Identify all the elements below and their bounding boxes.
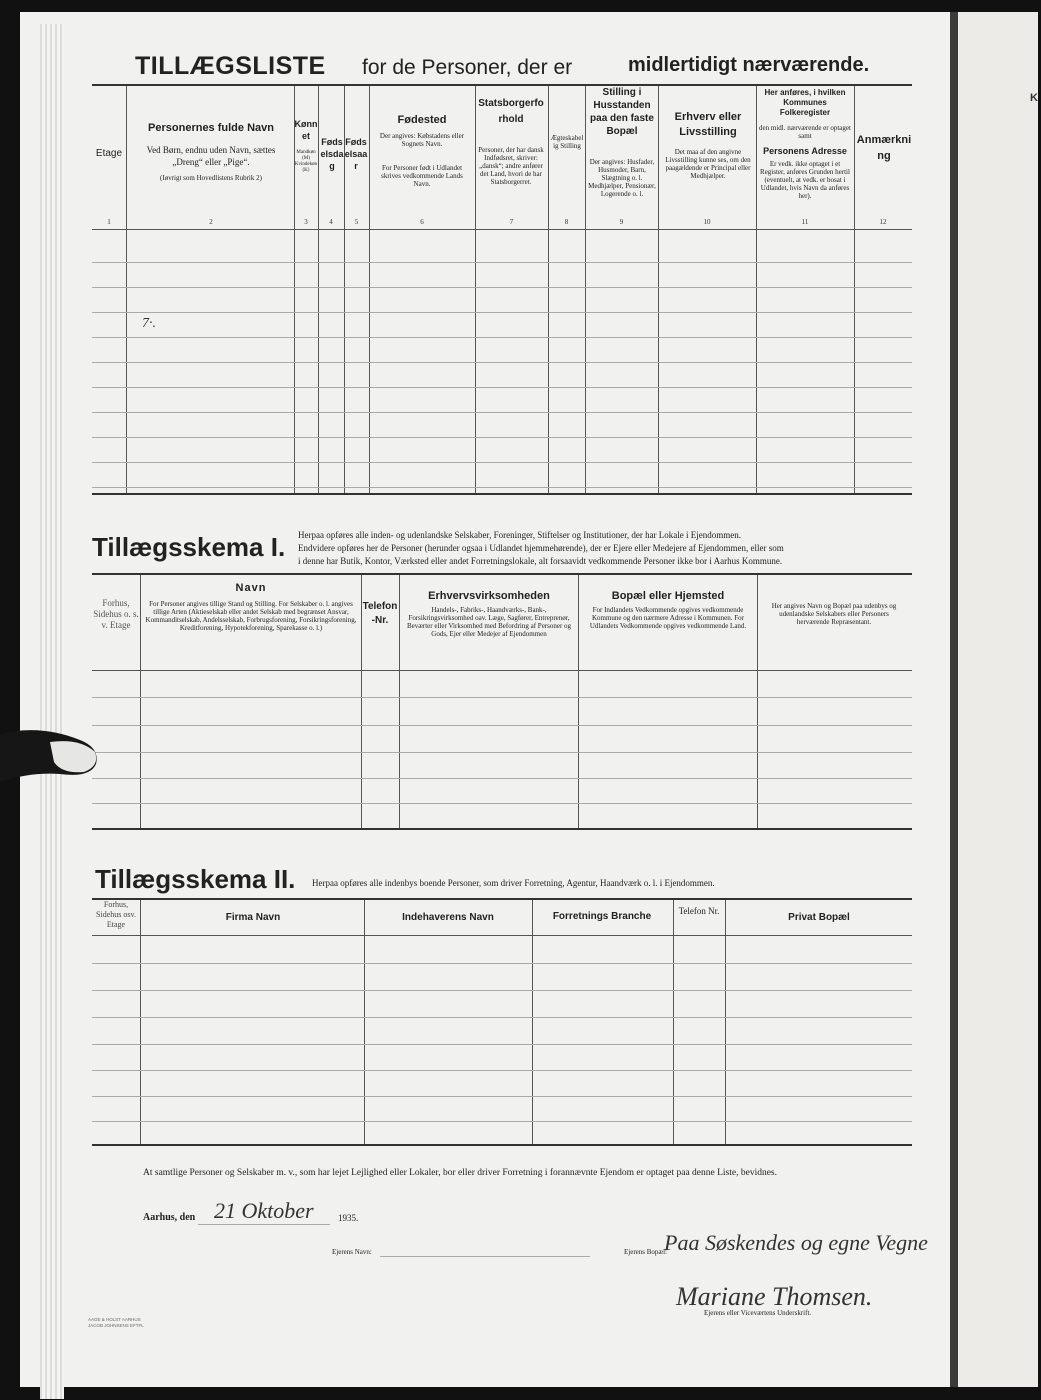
main-table-bottom bbox=[92, 493, 912, 495]
col-etage-head: Etage bbox=[95, 148, 123, 159]
main-row-line bbox=[92, 287, 912, 288]
schema1-row-line bbox=[92, 725, 912, 726]
year: 1935. bbox=[338, 1213, 359, 1223]
owner-name-label: Ejerens Navn: bbox=[332, 1248, 372, 1256]
s1-col-erhverv: Erhvervsvirksomheden bbox=[428, 590, 550, 602]
schema1-vline bbox=[140, 575, 141, 828]
col-num-12: 12 bbox=[879, 218, 887, 226]
col-adresse-note: Er vedk. ikke optaget i et Register, anføres Grunden hertil (eventuelt, at vedk. er bosat i Udlandet, hvis Navn da anføres her). bbox=[760, 160, 850, 200]
certification-text: At samtlige Personer og Selskaber m. v., som har lejet Lejlighed eller Lokaler, bor eller driver Forretning i forannævnte Ejendom er optaget paa denne Liste, bevidnes. bbox=[143, 1168, 777, 1178]
main-vline bbox=[756, 86, 757, 493]
main-title: TILLÆGSLISTE bbox=[135, 52, 326, 80]
schema1-vline bbox=[399, 575, 400, 828]
s2-col-indehaver: Indehaverens Navn bbox=[402, 912, 494, 923]
main-title-mid: for de Personer, der er bbox=[362, 56, 573, 79]
col-kon-head: Kønnet bbox=[294, 119, 318, 141]
main-vline bbox=[548, 86, 549, 493]
schema1-desc-2: Endvidere opføres her de Personer (herunder ogsaa i Udlandet hjemmehørende), der er Ejere eller Medejere af Ejendommen, eller som bbox=[298, 543, 784, 553]
printer-mark: AAGE & HOLST AARHUS JACOB JOHNSENS EFTFL bbox=[88, 1317, 144, 1328]
signature-label: Ejerens eller Viceværtens Underskrift. bbox=[704, 1309, 812, 1317]
s2-col-firma: Firma Navn bbox=[225, 912, 281, 923]
col-num-5: 5 bbox=[354, 218, 359, 226]
schema2-desc: Herpaa opføres alle indenbys boende Personer, som driver Forretning, Agentur, Haandværk o. l. i Ejendommen. bbox=[312, 878, 715, 888]
col-fodested-note: For Personer født i Udlandet skrives vedkommende Lands Navn. bbox=[381, 164, 463, 188]
main-row-line bbox=[92, 362, 912, 363]
date-line bbox=[198, 1224, 330, 1225]
main-vline bbox=[475, 86, 476, 493]
col-folkereg-sub: den midl. nærværende er optaget samt bbox=[759, 124, 851, 140]
schema2-vline bbox=[532, 900, 533, 1144]
main-vline bbox=[318, 86, 319, 493]
col-fodselsdag-head: Fødselsdag bbox=[320, 137, 344, 171]
main-row-line bbox=[92, 462, 912, 463]
schema2-row-line bbox=[92, 1044, 912, 1045]
schema2-top bbox=[92, 898, 912, 900]
col-num-2: 2 bbox=[209, 218, 213, 226]
signature-handwritten: Mariane Thomsen. bbox=[676, 1282, 873, 1311]
schema2-title: Tillægsskema II. bbox=[95, 864, 296, 894]
s1-col-telefon: Telefon-Nr. bbox=[362, 601, 398, 626]
s1-col-navn-sub: For Personer angives tillige Stand og Stilling. For Selskaber o. l. angives tillige Arten (Aktieselskab eller andet Selskab med begrænset Ansvar, Kommanditselskab, Andelsselskab, Forbrugsforening, Forsikringsforening, Kreditforening, Hypotekforening, Sparekasse o. l.) bbox=[145, 600, 357, 632]
schema1-desc-1: Herpaa opføres alle inden- og udenlandske Selskaber, Foreninger, Stiftelser og Institutioner, der har Lokale i Ejendommen. bbox=[298, 530, 742, 540]
col-fodested-head: Fødested bbox=[397, 114, 447, 126]
schema2-vline bbox=[725, 900, 726, 1144]
col-name-sub: Ved Børn, endnu uden Navn, sættes „Dreng“ eller „Pige“. bbox=[146, 145, 276, 167]
main-table-top bbox=[92, 84, 912, 86]
owner-address-label: Ejerens Bopæl: bbox=[624, 1248, 667, 1256]
place-label: Aarhus, den bbox=[143, 1212, 196, 1223]
main-vline bbox=[294, 86, 295, 493]
owner-address-handwritten: Paa Søskendes og egne Vegne bbox=[664, 1230, 928, 1255]
col-num-9: 9 bbox=[619, 218, 624, 226]
owner-name-line bbox=[380, 1256, 590, 1257]
main-vline bbox=[854, 86, 855, 493]
main-vline bbox=[369, 86, 370, 493]
schema2-vline bbox=[673, 900, 674, 1144]
col-fodested-sub: Der angives: Købstadens eller Sognets Navn. bbox=[379, 132, 465, 148]
s2-col-bopael: Privat Bopæl bbox=[788, 912, 850, 923]
main-row-line bbox=[92, 312, 912, 313]
main-row-line bbox=[92, 437, 912, 438]
col-erhverv-head: Erhverv eller Livsstilling bbox=[674, 111, 742, 138]
schema1-top bbox=[92, 573, 912, 575]
schema1-vline bbox=[757, 575, 758, 828]
col-num-1: 1 bbox=[107, 218, 111, 226]
main-row-line bbox=[92, 262, 912, 263]
main-vline bbox=[585, 86, 586, 493]
schema1-vline bbox=[578, 575, 579, 828]
s1-col-bopael-sub: For Indlandets Vedkommende opgives vedkommende Kommune og den nærmere Adresse i Kommunen. For Udlandets Vedkommende opgives vedkommende Land. bbox=[589, 606, 747, 630]
schema2-row-line bbox=[92, 1096, 912, 1097]
s1-col-etage: Forhus, Sidehus o. s. v. Etage bbox=[93, 598, 139, 630]
col-aegteskab-head: Ægteskabelig Stilling bbox=[550, 134, 584, 150]
schema1-desc-3: i denne har Butik, Kontor, Værksted eller andet Forretningslokale, alt forsaavidt vedkommende Personer ikke bor i Aarhus Kommune. bbox=[298, 556, 783, 566]
schema1-row-line bbox=[92, 697, 912, 698]
col-num-8: 8 bbox=[564, 218, 569, 226]
col-name-note: (Iøvrigt som Hovedlistens Rubrik 2) bbox=[160, 174, 262, 182]
main-row-line bbox=[92, 337, 912, 338]
col-name-head: Personernes fulde Navn bbox=[148, 122, 274, 134]
main-vline bbox=[126, 86, 127, 493]
schema2-row-line bbox=[92, 1070, 912, 1071]
col-num-7: 7 bbox=[509, 218, 514, 226]
col-num-10: 10 bbox=[703, 218, 711, 226]
next-page-edge bbox=[958, 12, 1038, 1387]
s1-col-bopael: Bopæl eller Hjemsted bbox=[611, 590, 725, 602]
schema1-row-line bbox=[92, 752, 912, 753]
s1-col-navn: Navn bbox=[235, 582, 267, 594]
col-erhverv-sub: Det maa af den angivne Livsstilling kunne ses, om den paagældende er Principal eller Medhjælper. bbox=[665, 148, 751, 180]
main-row-line bbox=[92, 412, 912, 413]
col-statsborger-sub: Personer, der har dansk Indfødsret, skriver: „dansk“; andre anfører det Land, hvori de har Statsborgerret. bbox=[478, 146, 544, 186]
schema2-row-line bbox=[92, 963, 912, 964]
s2-col-telefon: Telefon Nr. bbox=[678, 906, 720, 916]
schema2-row-line bbox=[92, 990, 912, 991]
main-table-header-bottom bbox=[92, 229, 912, 230]
s1-col-repr: Her angives Navn og Bopæl paa udenbys og udenlandske Selskabers eller Personers herværende Repræsentant. bbox=[771, 602, 897, 626]
col-num-11: 11 bbox=[801, 218, 809, 226]
col-fodselsaar-head: Fødselsaar bbox=[344, 137, 368, 171]
schema2-bottom bbox=[92, 1144, 912, 1146]
main-row-line bbox=[92, 387, 912, 388]
schema1-header-bottom bbox=[92, 670, 912, 671]
s1-col-erhverv-sub: Handels-, Fabriks-, Haandværks-, Bank-, Forsikringsvirksomhed oav. Læge, Sagfører, Entreprenør, Beværter eller Virksomhed med Befordring af Personer og Gods, Ejer eller Medejer af Ejendommen bbox=[406, 606, 572, 638]
col-num-6: 6 bbox=[420, 218, 424, 226]
schema2-row-line bbox=[92, 1017, 912, 1018]
col-num-4: 4 bbox=[329, 218, 333, 226]
schema1-title: Tillægsskema I. bbox=[92, 532, 286, 562]
s2-col-etage: Forhus, Sidehus osv. Etage bbox=[96, 900, 136, 929]
col-adresse-head: Personens Adresse bbox=[763, 146, 847, 156]
col-husstand-head: Stilling i Husstanden paa den faste Bopæl bbox=[590, 87, 654, 137]
schema1-row-line bbox=[92, 803, 912, 804]
schema2-vline bbox=[140, 900, 141, 1144]
main-title-end: midlertidigt nærværende. bbox=[628, 54, 870, 76]
next-page-letter: K bbox=[1030, 92, 1038, 104]
col-husstand-sub: Der angives: Husfader, Husmoder, Barn, Slægtning o. l. Medhjælper, Pensionær, Logerende o. l. bbox=[588, 158, 656, 198]
schema2-vline bbox=[364, 900, 365, 1144]
main-row-line bbox=[92, 487, 912, 488]
schema2-row-line bbox=[92, 1121, 912, 1122]
col-num-3: 3 bbox=[304, 218, 308, 226]
col-anmaerkning-head: Anmærkning bbox=[856, 134, 912, 162]
main-vline bbox=[658, 86, 659, 493]
page-stack-edge bbox=[40, 24, 64, 1399]
schema1-bottom bbox=[92, 828, 912, 830]
col-kon-sub: Mandkøn (M) Kvindekøn (K) bbox=[294, 150, 318, 173]
schema1-row-line bbox=[92, 778, 912, 779]
date-handwritten: 21 Oktober bbox=[214, 1198, 314, 1223]
handwritten-mark: 7·. bbox=[142, 316, 156, 331]
finger-holding-page bbox=[0, 720, 100, 790]
book-spine bbox=[950, 12, 958, 1387]
col-folkereg-head: Her anføres, i hvilken Kommunes Folkeregister bbox=[764, 88, 846, 117]
col-statsborger-head: Statsborgerforhold bbox=[478, 98, 544, 125]
s2-col-branche: Forretnings Branche bbox=[552, 911, 652, 922]
schema2-header-bottom bbox=[92, 935, 912, 936]
